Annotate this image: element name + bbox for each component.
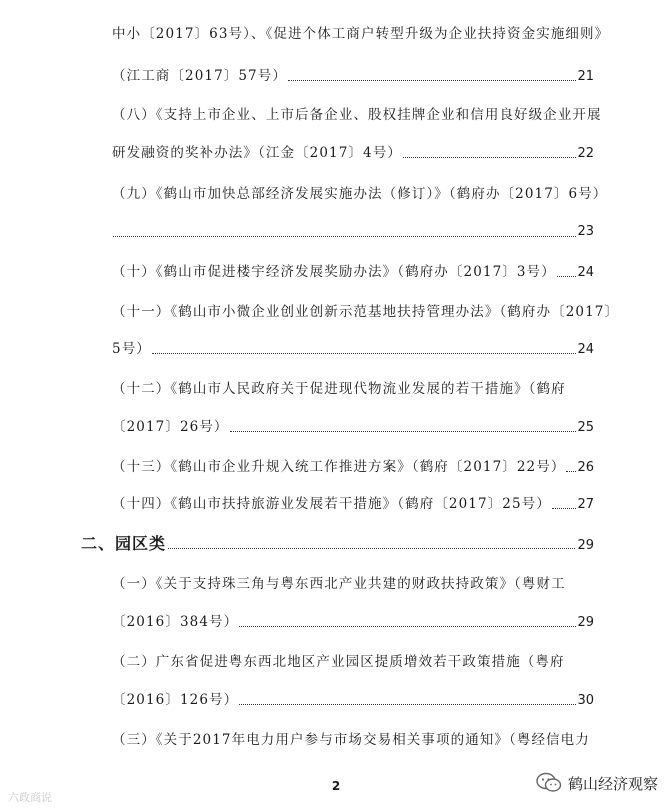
- toc-entry-text: 研发融资的奖补办法》（江金〔2017〕4号）: [112, 145, 402, 161]
- watermark-account-name: 鹤山经济观察: [567, 774, 658, 793]
- toc-page-number: 26: [577, 460, 594, 475]
- page-number: 2: [331, 779, 341, 793]
- toc-entry-text: （三）《关于2017年电力用户参与市场交易相关事项的通知》（粤经信电力: [112, 732, 590, 748]
- section-title: 二、园区类: [81, 534, 167, 553]
- toc-entry-line: [112, 337, 594, 361]
- leader-dots: [566, 471, 576, 472]
- toc-entry-text: （十）《鹤山市促进楼宇经济发展奖励办法》（鹤府办〔2017〕3号）: [112, 264, 556, 280]
- toc-entry-text: （八）《支持上市企业、上市后备企业、股权挂牌企业和信用良好级企业开展: [112, 107, 602, 123]
- toc-page-number: 21: [577, 69, 594, 84]
- toc-entry-line: [112, 260, 594, 284]
- toc-entry-line: [112, 377, 594, 401]
- leader-dots: [113, 236, 576, 237]
- toc-entry-line: [112, 688, 594, 712]
- toc-entry-text: （十一）《鹤山市小微企业创业创新示范基地扶持管理办法》（鹤府办〔2017〕: [112, 304, 620, 320]
- toc-entry-text: （二）广东省促进粤东西北地区产业园区提质增效若干政策措施（粤府: [112, 654, 565, 670]
- toc-page-number: 25: [577, 420, 594, 435]
- toc-page-number: 29: [577, 615, 594, 630]
- leader-dots: [152, 353, 577, 354]
- leader-dots: [403, 157, 577, 158]
- leader-dots: [239, 626, 576, 627]
- toc-entry-line: [112, 728, 594, 752]
- toc-entry-text: 〔2017〕26号）: [112, 419, 229, 435]
- toc-entry-text: （十二）《鹤山市人民政府关于促进现代物流业发展的若干措施》（鹤府: [112, 381, 566, 397]
- toc-entry-line: [112, 300, 620, 324]
- toc-entry-text: （江工商〔2017〕57号）: [112, 68, 287, 84]
- toc-entry-line: [112, 492, 594, 516]
- toc-entry-line: [112, 650, 594, 674]
- leader-dots: [288, 80, 577, 81]
- toc-entry-text: 5号）: [112, 341, 151, 357]
- toc-entry-line: [112, 141, 594, 165]
- toc-entry-line: [112, 22, 610, 46]
- toc-entry-text: （十三）《鹤山市企业升规入统工作推进方案》（鹤府〔2017〕22号）: [112, 459, 566, 475]
- toc-page-number: 24: [577, 342, 594, 357]
- toc-page-number: 23: [577, 224, 594, 239]
- toc-page-number: 29: [577, 538, 594, 553]
- toc-entry-line: [112, 103, 602, 127]
- toc-entry-text: （十四）《鹤山市扶持旅游业发展若干措施》（鹤府〔2017〕25号）: [112, 496, 551, 512]
- toc-entry-line: [112, 220, 594, 244]
- toc-entry-line: [112, 415, 594, 439]
- leader-dots: [230, 431, 577, 432]
- wechat-icon: [536, 772, 562, 794]
- toc-entry-line: [112, 64, 594, 88]
- toc-entry-line: [112, 572, 594, 596]
- toc-page-number: 24: [577, 265, 594, 280]
- toc-entry-text: 中小〔2017〕63号）、《促进个体工商户转型升级为企业扶持资金实施细则》: [112, 26, 610, 42]
- toc-entry-line: [112, 610, 594, 634]
- toc-entry-text: 〔2016〕384号）: [112, 614, 239, 630]
- toc-entry-line: [112, 455, 594, 479]
- leader-dots: [552, 508, 577, 509]
- toc-entry-line: [112, 182, 608, 206]
- leader-dots: [557, 276, 577, 277]
- leader-dots: [168, 548, 575, 549]
- watermark-left: 六政商说: [8, 791, 52, 804]
- toc-entry-text: （一）《关于支持珠三角与粤东西北产业共建的财政扶持政策》（粤财工: [112, 576, 566, 592]
- toc-page-number: 22: [577, 146, 594, 161]
- toc-entry-text: 〔2016〕126号）: [112, 692, 239, 708]
- toc-page-number: 30: [577, 693, 594, 708]
- leader-dots: [239, 704, 576, 705]
- watermark-right: [536, 772, 658, 794]
- toc-entry-text: （九）《鹤山市加快总部经济发展实施办法（修订）》（鹤府办〔2017〕6号）: [112, 186, 608, 202]
- toc-section-heading: [81, 531, 594, 557]
- toc-page-number: 27: [577, 497, 594, 512]
